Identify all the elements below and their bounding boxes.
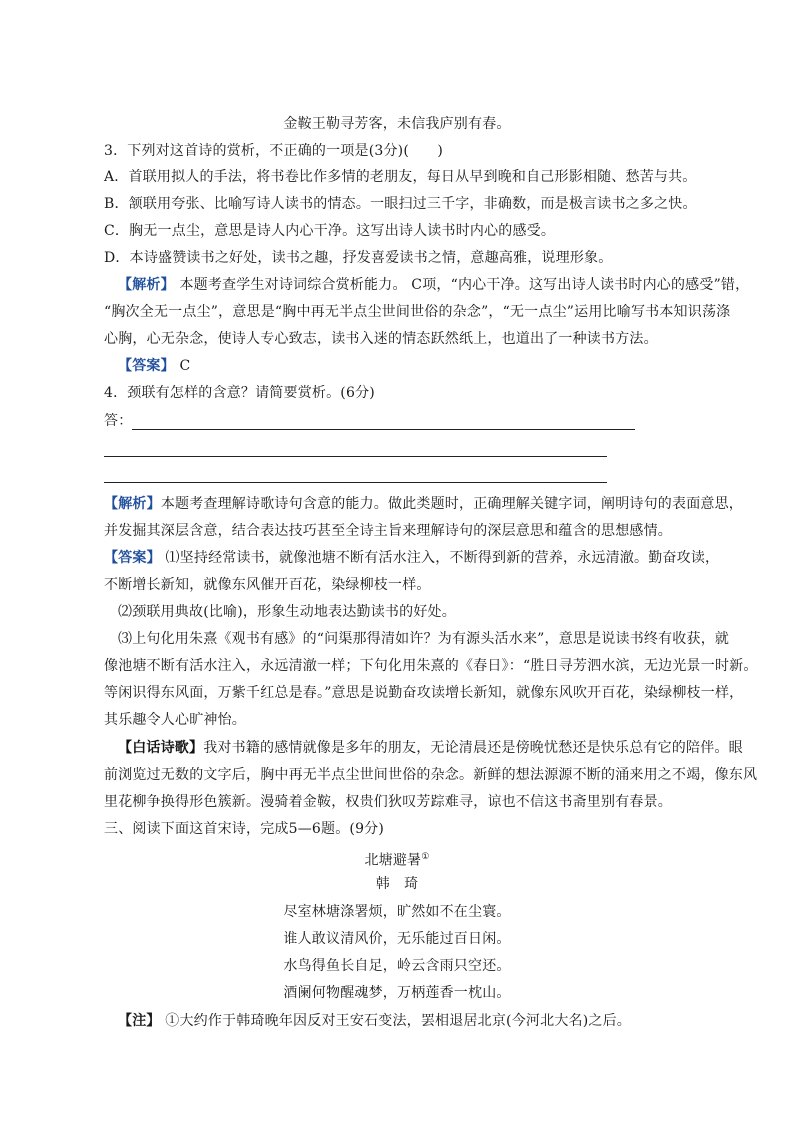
poem-line-3: 水鸟得鱼长自足，岭云含雨只空还。 — [283, 958, 511, 974]
translation-line-2: 前浏览过无数的文字后，胸中再无半点尘世间世俗的杂念。新鲜的想法源源不断的涌来用之不竭，像东风 — [104, 767, 758, 783]
translation-line-1: 【白话诗歌】我对书籍的感情就像是多年的朋友，无论清晨还是傍晚忧愁还是快乐总有它的陪伴。眼 — [118, 740, 743, 756]
analysis-tag: 【解析】 — [104, 496, 161, 512]
q4-answer-line-5: 像池塘不断有活水注入，永远清澈一样；下句化用朱熹的《春日》：“胜日寻芳泗水滨，无边光景一时新。 — [104, 658, 758, 674]
poem-line-1: 尽室林塘涤署烦，旷然如不在尘寰。 — [283, 904, 511, 920]
q4-answer-line-3: ⑵颈联用典故(比喻)，形象生动地表达勤读书的好处。 — [118, 604, 456, 620]
poem-author: 韩 琦 — [375, 876, 419, 892]
q4-stem: 4．颈联有怎样的含意？请简要赏析。(6分) — [104, 385, 375, 401]
q4-answer-prefix: 答： — [104, 413, 133, 429]
poem-title-note: ① — [421, 852, 430, 862]
q4-answer-line-2: 不断增长新知，就像东风催开百花，染绿柳枝一样。 — [104, 577, 431, 593]
q4-analysis-line-2: 并发掘其深层含意，结合表达技巧甚至全诗主旨来理解诗句的深层意思和蕴含的思想感情。 — [104, 523, 672, 539]
q3-analysis-line-1: 【解析】 本题考查学生对诗词综合赏析能力。 C项，“内心干净。这写出诗人读书时内心的感受”错， — [118, 277, 750, 293]
section-3-heading: 三、阅读下面这首宋诗，完成5—6题。(9分) — [104, 821, 385, 837]
q4-analysis-line-1: 【解析】本题考查理解诗歌诗句含意的能力。做此类题时，正确理解关键字词，阐明诗句的表面意思， — [104, 496, 744, 512]
answer-blank-line-2[interactable] — [104, 456, 607, 457]
poem-title: 北塘避暑① — [364, 852, 430, 869]
poem-line-4: 酒阑何物醒魂梦，万柄莲香一枕山。 — [283, 985, 511, 1001]
q3-stem: 3．下列对这首诗的赏析，不正确的一项是(3分)( ) — [104, 143, 444, 159]
poem-line-2: 谁人敢议清风价，无乐能过百日闲。 — [283, 931, 511, 947]
q3-analysis-line-3: 心胸，心无杂念，使诗人专心致志，读书入迷的情态跃然纸上，也道出了一种读书方法。 — [104, 331, 658, 347]
q4-answer-line-1: 【答案】 ⑴坚持经常读书，就像池塘不断有活水注入，不断得到新的营养，永远清澈。勤奋攻读， — [104, 550, 720, 566]
q3-option-c: C．胸无一点尘，意思是诗人内心干净。这写出诗人读书时内心的感受。 — [104, 223, 556, 239]
poem-last-line: 金鞍王勒寻芳客，未信我庐别有春。 — [283, 116, 511, 132]
q3-answer: 【答案】 C — [118, 358, 191, 374]
q3-option-b: B．颔联用夸张、比喻写诗人读书的情态。一眼扫过三千字，非确数，而是极言读书之多之快。 — [104, 196, 697, 212]
poem-note: 【注】 ①大约作于韩琦晚年因反对王安石变法，罢相退居北京(今河北大名)之后。 — [118, 1013, 631, 1029]
answer-blank-line-3[interactable] — [104, 482, 607, 483]
translation-line-3: 里花柳争换得形色簇新。漫骑着金鞍，权贵们狄叹芳踪难寻，谅也不信这书斋里别有春景。 — [104, 794, 672, 810]
analysis-tag: 【解析】 — [118, 277, 175, 293]
q3-option-a: A．首联用拟人的手法，将书卷比作多情的老朋友，每日从早到晚和自己形影相随、愁苦与共。 — [104, 169, 697, 185]
q3-option-d: D．本诗盛赞读书之好处，读书之趣，抒发喜爱读书之情，意趣高雅，说理形象。 — [104, 250, 613, 266]
answer-blank-line-1[interactable] — [132, 429, 635, 430]
answer-tag: 【答案】 — [118, 358, 175, 374]
answer-tag: 【答案】 — [104, 550, 161, 566]
note-tag: 【注】 — [118, 1013, 161, 1029]
q4-answer-line-4: ⑶上句化用朱熹《观书有感》的“问渠那得清如许？为有源头活水来”，意思是说读书终有收获，就 — [118, 631, 730, 647]
q3-analysis-line-2: “胸次全无一点尘”，意思是“胸中再无半点尘世间世俗的杂念”，“无一点尘”运用比喻写书本知识荡涤 — [104, 304, 731, 320]
translation-tag: 【白话诗歌】 — [118, 740, 204, 756]
q4-answer-line-6: 等闲识得东风面，万紫千红总是春。”意思是说勤奋攻读增长新知，就像东风吹开百花，染绿柳枝一样， — [104, 685, 744, 701]
q4-answer-line-7: 其乐趣令人心旷神怡。 — [104, 712, 246, 728]
